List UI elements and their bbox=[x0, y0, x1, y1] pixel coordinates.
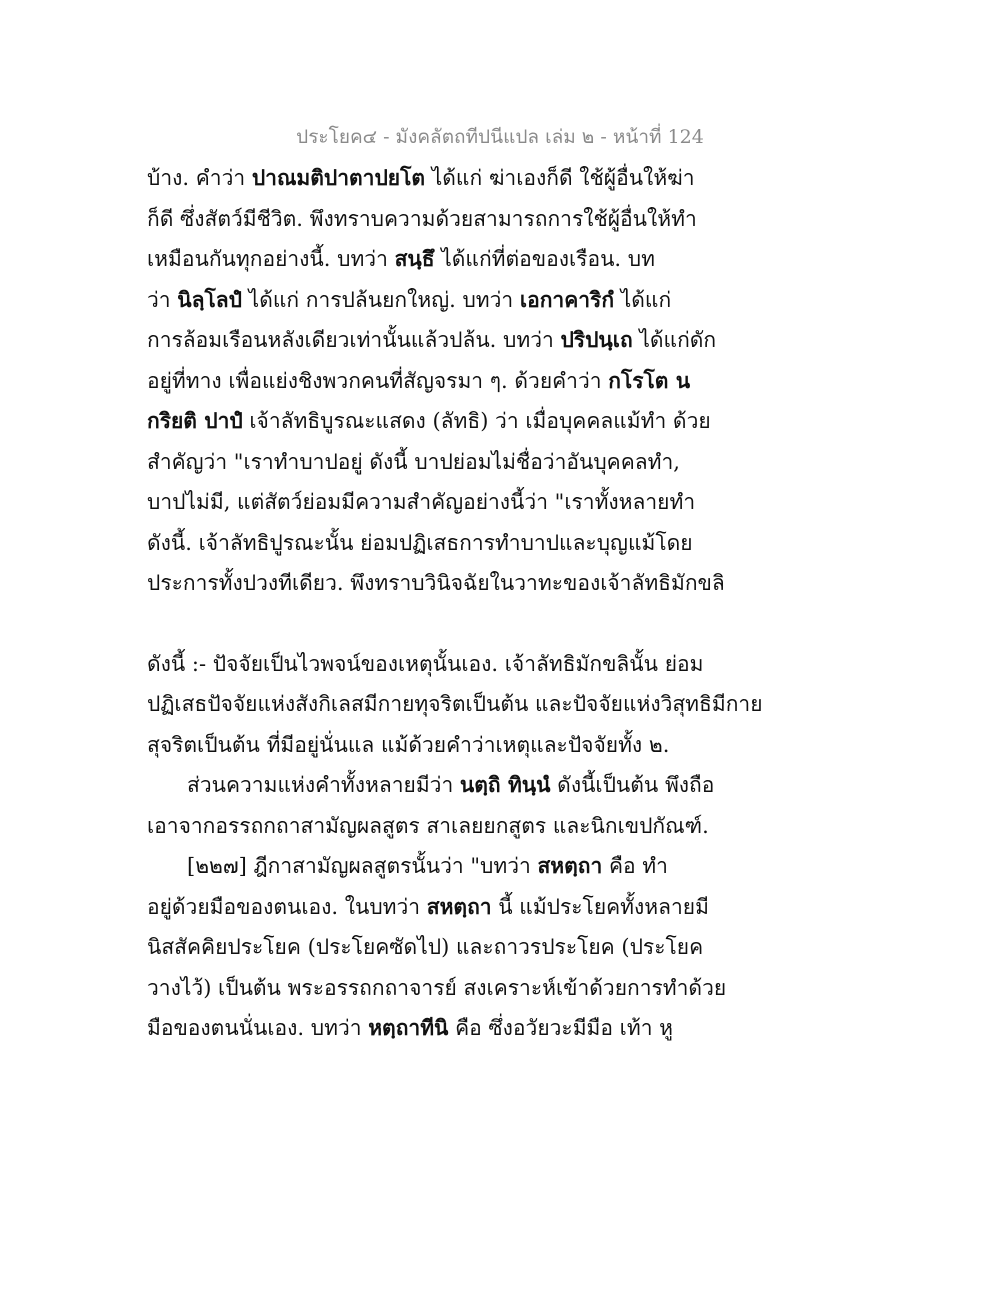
pali-term: ปาณมติปาตาปยโต bbox=[251, 165, 426, 190]
text-line: ว่า นิลฺโลปํ ได้แก่ การปล้นยกใหญ่. บทว่า เอกาคาริกํ ได้แก่ bbox=[147, 286, 672, 312]
text-line: อยู่ด้วยมือของตนเอง. ในบทว่า สหตฺถา นี้ แม้ประโยคทั้งหลายมี bbox=[147, 893, 709, 919]
text-line: มือของตนนั่นเอง. บทว่า หตฺถาทีนิ คือ ซึ่งอวัยวะมีมือ เท้า หู bbox=[147, 1015, 674, 1040]
text-line: ส่วนความแห่งคำทั้งหลายมีว่า นตฺถิ ทินฺนํ ดังนี้เป็นต้น พึงถือ bbox=[187, 772, 715, 797]
text-line: กริยติ ปาปํ เจ้าลัทธิบูรณะแสดง (ลัทธิ) ว่า เมื่อบุคคลแม้ทำ ด้วย bbox=[147, 408, 711, 433]
pali-term: นตฺถิ ทินฺนํ bbox=[459, 772, 551, 797]
pali-term: เอกาคาริกํ bbox=[519, 286, 615, 312]
text-line: สุจริตเป็นต้น ที่มีอยู่นั่นแล แม้ด้วยคำว่าเหตุและปัจจัยทั้ง ๒. bbox=[147, 732, 670, 757]
text-line: ดังนี้. เจ้าลัทธิปูรณะนั้น ย่อมปฏิเสธการทำบาปและบุญแม้โดย bbox=[147, 530, 693, 555]
text-line: เอาจากอรรถกถาสามัญผลสูตร สาเลยยกสูตร และนิกเขปกัณฑ์. bbox=[147, 813, 709, 838]
pali-term: นิลฺโลปํ bbox=[177, 286, 242, 312]
pali-term: สนฺธึ bbox=[394, 246, 435, 271]
pali-term: สหตฺถา bbox=[537, 853, 603, 878]
text-line: สำคัญว่า "เราทำบาปอยู่ ดังนี้ บาปย่อมไม่ชื่อว่าอันบุคคลทำ, bbox=[147, 449, 680, 474]
pali-term: สหตฺถา bbox=[426, 893, 492, 919]
pali-term: ปริปนฺเถ bbox=[560, 327, 633, 352]
text-line: ปฏิเสธปัจจัยแห่งสังกิเลสมีกายทุจริตเป็นต้น และปัจจัยแห่งวิสุทธิมีกาย bbox=[147, 692, 763, 716]
running-header: ประโยค๔ - มังคลัตถทีปนีแปล เล่ม ๒ - หน้าที่ 124 bbox=[296, 126, 704, 148]
pali-term: กริยติ ปาปํ bbox=[147, 408, 243, 433]
text-line: นิสสัคคิยประโยค (ประโยคซัดไป) และถาวรประโยค (ประโยค bbox=[147, 935, 704, 959]
text-line: อยู่ที่ทาง เพื่อแย่งชิงพวกคนที่สัญจรมา ๆ. ด้วยคำว่า กโรโต น bbox=[147, 367, 691, 393]
text-line: เหมือนกันทุกอย่างนี้. บทว่า สนฺธึ ได้แก่ที่ต่อของเรือน. บท bbox=[147, 246, 655, 271]
text-line: [๒๒๗] ฎีกาสามัญผลสูตรนั้นว่า "บทว่า สหตฺถา คือ ทำ bbox=[187, 853, 668, 878]
text-line: บาปไม่มี, แต่สัตว์ย่อมมีความสำคัญอย่างนี้ว่า "เราทั้งหลายทำ bbox=[147, 490, 696, 514]
text-line: การล้อมเรือนหลังเดียวเท่านั้นแล้วปล้น. บทว่า ปริปนฺเถ ได้แก่ดัก bbox=[147, 327, 717, 352]
text-line: ประการทั้งปวงทีเดียว. พึงทราบวินิจฉัยในวาทะของเจ้าลัทธิมักขลิ bbox=[147, 571, 725, 595]
text-line: วางไว้) เป็นต้น พระอรรถกถาจารย์ สงเคราะห์เข้าด้วยการทำด้วย bbox=[147, 975, 727, 1000]
text-line: ดังนี้ :- ปัจจัยเป็นไวพจน์ของเหตุนั้นเอง. เจ้าลัทธิมักขลินั้น ย่อม bbox=[147, 651, 704, 676]
pali-term: กโรโต น bbox=[608, 367, 691, 393]
pali-term: หตฺถาทีนิ bbox=[368, 1015, 449, 1040]
body-text bbox=[147, 158, 763, 1049]
text-line: ก็ดี ซึ่งสัตว์มีชีวิต. พึงทราบความด้วยสามารถการใช้ผู้อื่นให้ทำ bbox=[147, 206, 697, 231]
text-line: บ้าง. คำว่า ปาณมติปาตาปยโต ได้แก่ ฆ่าเองก็ดี ใช้ผู้อื่นให้ฆ่า bbox=[147, 165, 695, 190]
